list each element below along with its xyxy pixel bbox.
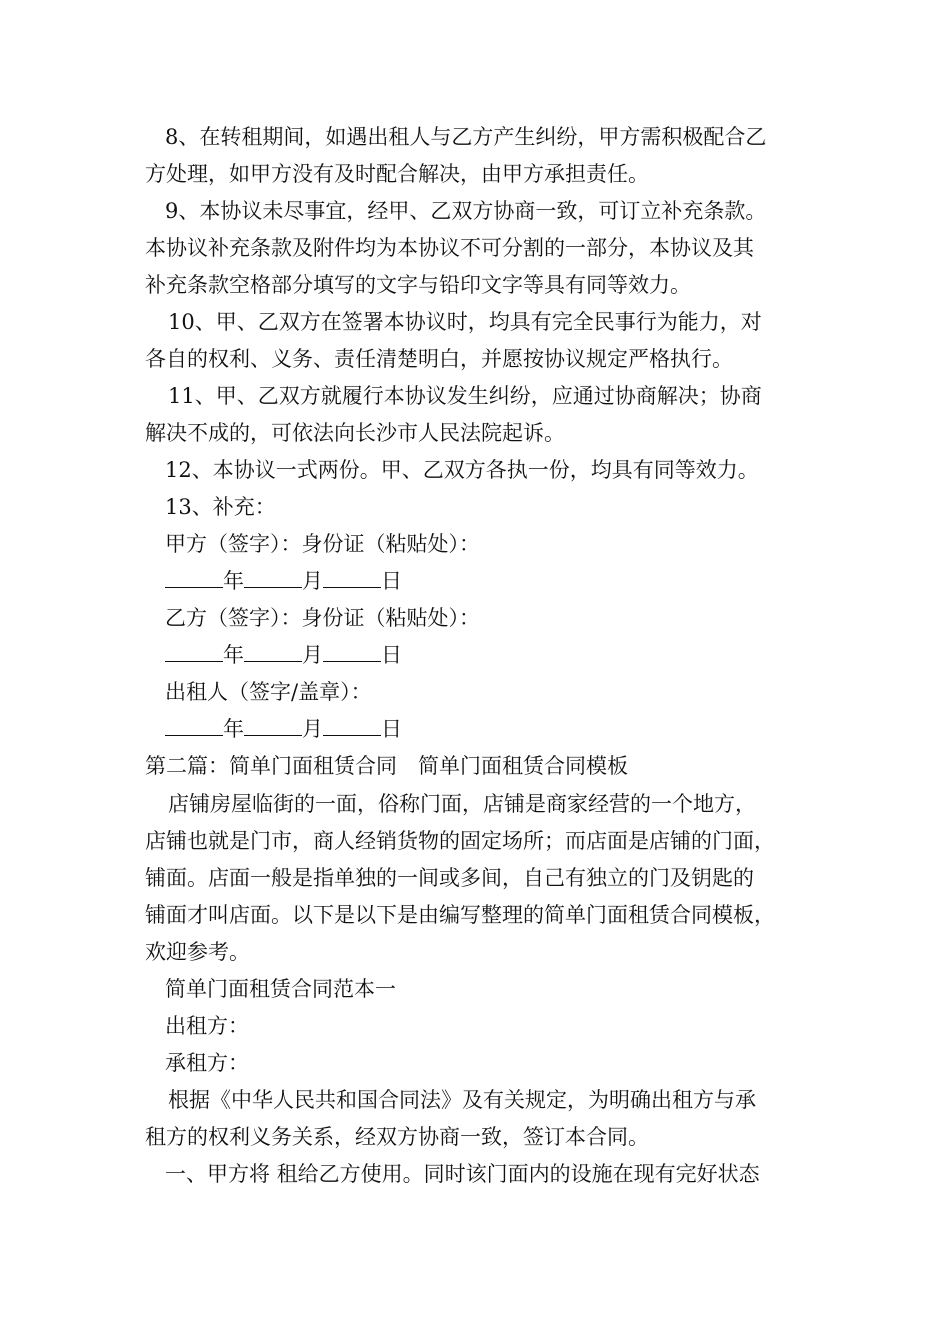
text-line: 各自的权利、义务、责任清楚明白，并愿按协议规定严格执行。 — [145, 347, 733, 371]
year-label: 年 — [223, 643, 244, 667]
text-line: 13、补充： — [165, 495, 276, 519]
blank-field — [244, 567, 302, 588]
text-line: 解决不成的，可依法向长沙市人民法院起诉。 — [145, 421, 565, 445]
text-line: 铺面。店面一般是指单独的一间或多间，自己有独立的门及钥匙的 — [145, 866, 754, 890]
lessor-signature-line: 出租人（签字/盖章）： — [165, 680, 372, 704]
party-a-signature-line: 甲方（签字）：身份证（粘贴处）： — [165, 532, 480, 556]
text-line: 8、在转租期间，如遇出租人与乙方产生纠纷，甲方需积极配合乙 — [165, 125, 767, 149]
day-label: 日 — [381, 643, 402, 667]
date-line — [165, 715, 402, 743]
text-line: 店铺也就是门市，商人经销货物的固定场所；而店面是店铺的门面， — [145, 829, 775, 853]
text-line: 根据《中华人民共和国合同法》及有关规定，为明确出租方与承 — [168, 1088, 756, 1112]
text-line: 9、本协议未尽事宜，经甲、乙双方协商一致，可订立补充条款。 — [165, 199, 767, 223]
day-label: 日 — [381, 717, 402, 741]
blank-field — [165, 567, 223, 588]
text-line: 方处理，如甲方没有及时配合解决，由甲方承担责任。 — [145, 162, 649, 186]
text-line: 租方的权利义务关系，经双方协商一致，签订本合同。 — [145, 1125, 649, 1149]
date-line — [165, 641, 402, 669]
blank-field — [165, 715, 223, 736]
text-line: 补充条款空格部分填写的文字与铅印文字等具有同等效力。 — [145, 273, 691, 297]
lessor-field: 出租方： — [165, 1014, 249, 1038]
text-line: 10、甲、乙双方在签署本协议时，均具有完全民事行为能力，对 — [168, 310, 762, 334]
blank-field — [323, 715, 381, 736]
blank-field — [165, 641, 223, 662]
text-line: 11、甲、乙双方就履行本协议发生纠纷，应通过协商解决；协商 — [168, 384, 762, 408]
date-line — [165, 567, 402, 595]
text-line: 欢迎参考。 — [145, 940, 250, 964]
section-heading: 第二篇：简单门面租赁合同 简单门面租赁合同模板 — [145, 754, 628, 778]
month-label: 月 — [302, 643, 323, 667]
day-label: 日 — [381, 569, 402, 593]
text-line: 店铺房屋临街的一面，俗称门面，店铺是商家经营的一个地方， — [168, 792, 756, 816]
blank-field — [244, 641, 302, 662]
blank-field — [323, 567, 381, 588]
year-label: 年 — [223, 717, 244, 741]
text-line: 本协议补充条款及附件均为本协议不可分割的一部分，本协议及其 — [145, 236, 754, 260]
blank-field — [323, 641, 381, 662]
text-line: 一、甲方将 租给乙方使用。同时该门面内的设施在现有完好状态 — [165, 1162, 760, 1186]
text-line: 12、本协议一式两份。甲、乙双方各执一份，均具有同等效力。 — [165, 458, 759, 482]
month-label: 月 — [302, 569, 323, 593]
contract-title: 简单门面租赁合同范本一 — [165, 977, 396, 1001]
lessee-field: 承租方： — [165, 1051, 249, 1075]
month-label: 月 — [302, 717, 323, 741]
year-label: 年 — [223, 569, 244, 593]
blank-field — [244, 715, 302, 736]
text-line: 铺面才叫店面。以下是以下是由编写整理的简单门面租赁合同模板， — [145, 903, 775, 927]
party-b-signature-line: 乙方（签字）：身份证（粘贴处）： — [165, 606, 480, 630]
